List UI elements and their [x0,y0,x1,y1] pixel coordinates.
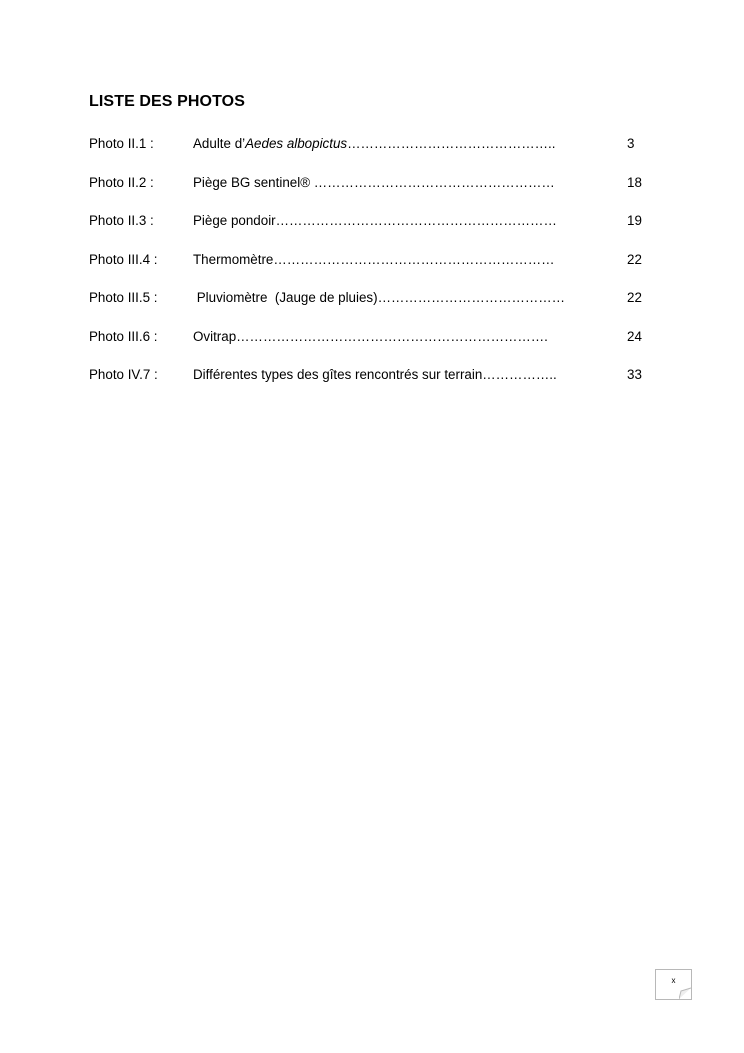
photo-label: Photo III.4 : [89,251,158,267]
species-name: Aedes albopictus [245,136,348,151]
page-ref: 22 [627,290,642,305]
page-title: LISTE DES PHOTOS [89,93,245,110]
photo-description: Différentes types des gîtes rencontrés sur terrain…………….. [193,367,557,382]
photo-description: Thermomètre……………………………………………………… [193,251,555,267]
page-ref: 19 [627,213,642,228]
photo-label: Photo II.2 : [89,174,154,190]
photo-label: Photo II.1 : [89,136,154,151]
description-text: Adulte d’ [193,136,246,151]
page-ref: 22 [627,251,642,267]
list-item [89,174,669,213]
page-ref: 33 [627,367,642,382]
photo-description: Ovitrap……………………………………………………………. [193,328,548,344]
photo-description: Piège pondoir……………………………………………………… [193,213,557,228]
page-ref: 3 [627,136,635,151]
photo-description: Piège BG sentinel® ……………………………………………… [193,174,555,190]
page-curl-icon [679,987,691,999]
photo-list [89,135,669,405]
page-ref: 18 [627,174,642,190]
photo-description: Pluviomètre (Jauge de pluies)…………………………………… [193,290,566,305]
list-item [89,289,669,328]
list-item [89,366,669,405]
photo-description [193,135,555,153]
list-item [89,212,669,251]
photo-label: Photo III.6 : [89,328,158,344]
photo-label: Photo III.5 : [89,290,158,305]
page-number: x [671,976,676,985]
page-ref: 24 [627,328,642,344]
list-item [89,135,669,174]
photo-label: Photo II.3 : [89,213,154,228]
list-item [89,328,669,367]
dot-leader: ……………………………………….. [347,136,556,151]
page-number-box [655,969,692,1000]
photo-label: Photo IV.7 : [89,367,158,382]
list-item [89,251,669,290]
